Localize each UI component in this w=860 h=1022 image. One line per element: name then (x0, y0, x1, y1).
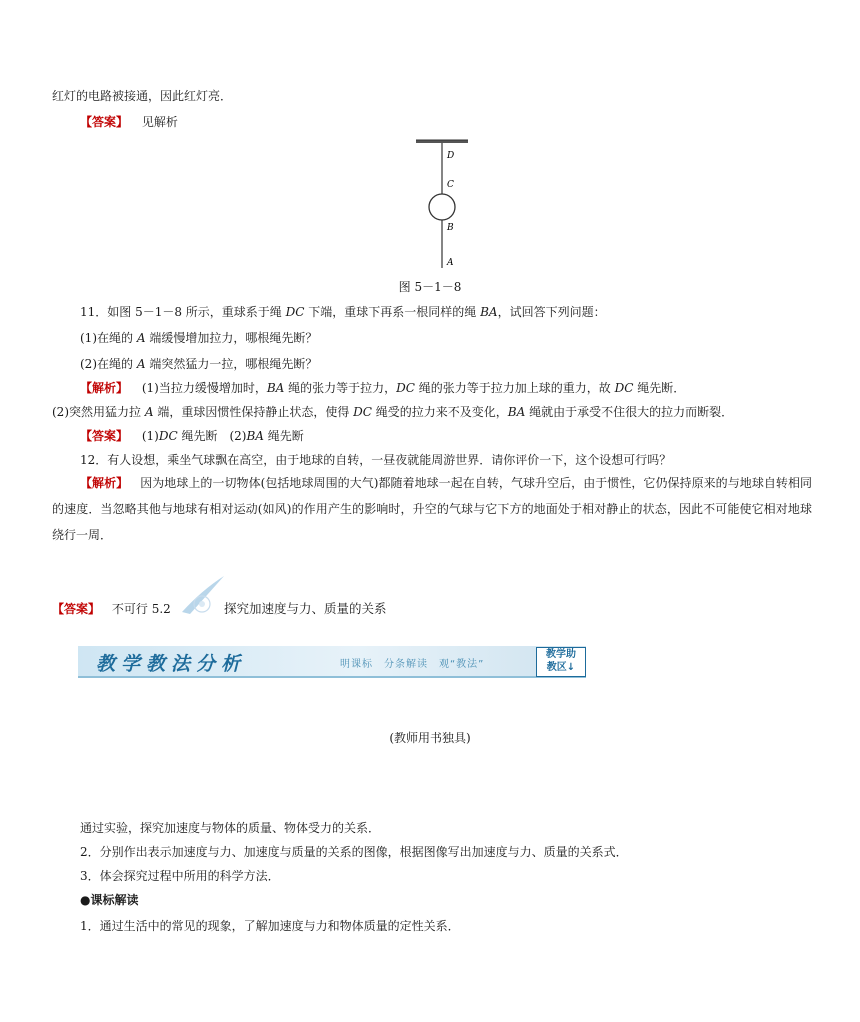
curriculum-heading: ●课标解读 (80, 893, 139, 907)
q10-answer-line (80, 114, 178, 130)
goal-item: 3．体会探究过程中所用的科学方法． (80, 869, 280, 883)
q11-analysis-2: (2)突然用猛力拉 A 端，重球因惯性保持静止状态，使得 DC 绳受的拉力来不及变化，BA 绳就由于承受不住很大的拉力而断裂． (52, 405, 734, 419)
teaching-zone-badge[interactable]: 教学助 教区↓ (536, 647, 586, 677)
q10-answer: 见解析 (141, 115, 178, 129)
analysis-tag: 【解析】 (80, 476, 129, 490)
section-number: 5.2 (151, 602, 171, 616)
analysis-tag: 【解析】 (80, 381, 129, 395)
teacher-note: (教师用书独具) (389, 731, 471, 745)
goal-item: 通过实验，探究加速度与物体的质量、物体受力的关系． (80, 821, 381, 835)
ceiling-hatch (416, 140, 468, 143)
q12-answer: 不可行 (111, 602, 148, 616)
swoosh-icon (178, 572, 228, 618)
teaching-analysis-banner (78, 646, 586, 678)
q11-sub2: (2)在绳的 A 端突然猛力一拉，哪根绳先断？ (80, 357, 318, 371)
answer-tag: 【答案】 (80, 429, 129, 443)
answer-tag: 【答案】 (52, 602, 101, 616)
banner-subtitle: 明课标 分条解读 观“教法” (340, 659, 485, 670)
pendulum-figure (400, 136, 480, 272)
q12-stem: 12．有人设想，乘坐气球飘在高空，由于地球的自转，一昼夜就能周游世界．请你评价一下，这个设想可行吗？ (80, 453, 672, 467)
q11-stem: 11．如图 5－1－8 所示，重球系于绳 DC 下端，重球下再系一根同样的绳 BA，试回答下列问题： (80, 305, 606, 319)
q11-analysis-1: 【解析】 (1)当拉力缓慢增加时，BA 绳的张力等于拉力，DC 绳的张力等于拉力加上球的重力，故 DC 绳先断． (80, 381, 686, 395)
section-title: 探究加速度与力、质量的关系 (224, 601, 387, 616)
q12-answer-line (52, 601, 171, 617)
label-c: C (447, 180, 454, 190)
label-a: A (447, 258, 454, 268)
goal-item: 2．分别作出表示加速度与力、加速度与质量的关系的图像，根据图像写出加速度与力、质量的关系式． (80, 845, 628, 859)
label-d: D (447, 151, 455, 161)
q11-sub1: (1)在绳的 A 端缓慢增加拉力，哪根绳先断？ (80, 331, 318, 345)
figure-caption: 图 5－1－8 (398, 280, 462, 294)
q12-analysis: 【解析】 因为地球上的一切物体(包括地球周围的大气)都随着地球一起在自转，气球升空后，由于惯性，它仍保持原来的与地球自转相同的速度．当忽略其他与地球有相对运动(如风)的作用产生的影响时，升空的气球与它下方的地面处于相对静止的状态，因此不可能使它相对地球绕行一周． (52, 476, 812, 542)
answer-tag: 【答案】 (80, 115, 129, 129)
banner-title: 教学教法分析 (96, 653, 247, 675)
label-b: B (447, 223, 454, 233)
heavy-ball (429, 194, 455, 220)
intro-line: 红灯的电路被接通，因此红灯亮． (52, 89, 233, 103)
curriculum-item: 1．通过生活中的常见的现象，了解加速度与力和物体质量的定性关系． (80, 919, 460, 933)
q11-answer: 【答案】 (1)DC 绳先断 (2)BA 绳先断 (80, 429, 304, 443)
